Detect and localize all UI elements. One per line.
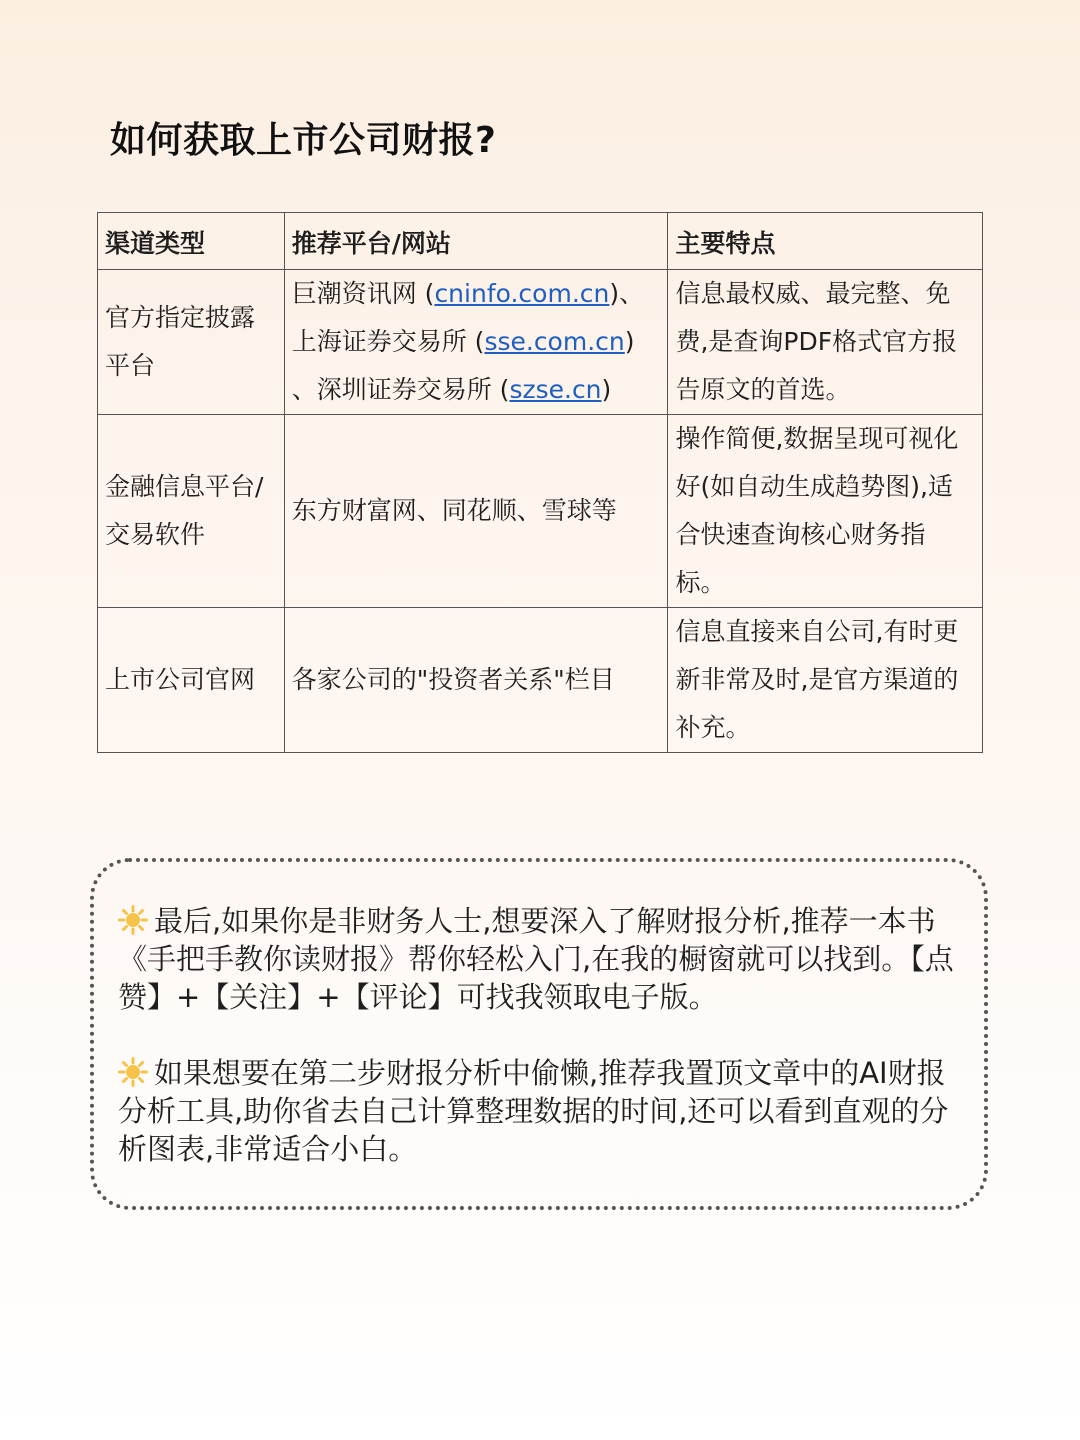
szse-link[interactable]: szse.cn — [509, 375, 602, 404]
tips-box — [90, 858, 988, 1210]
table-row — [98, 270, 983, 415]
table-row — [98, 415, 983, 608]
platform-text: ) — [601, 375, 612, 404]
channel-type-cell: 官方指定披露平台 — [98, 270, 285, 415]
platform-text: 巨潮资讯网 ( — [291, 279, 435, 308]
platform-cell: 各家公司的"投资者关系"栏目 — [284, 608, 668, 753]
cninfo-link[interactable]: cninfo.com.cn — [434, 279, 610, 308]
table-header-row — [98, 213, 983, 270]
feature-cell: 信息直接来自公司,有时更新非常及时,是官方渠道的补充。 — [668, 608, 983, 753]
tip-text: 最后,如果你是非财务人士,想要深入了解财报分析,推荐一本书《手把手教你读财报》帮你轻松入门,在我的橱窗就可以找到。【点赞】+【关注】+【评论】可找我领取电子版。 — [118, 904, 954, 1014]
header-features: 主要特点 — [668, 213, 983, 270]
platform-cell — [284, 270, 668, 415]
platform-text: )、 — [609, 279, 645, 308]
feature-cell: 信息最权威、最完整、免费,是查询PDF格式官方报告原文的首选。 — [668, 270, 983, 415]
platform-text: 上海证券交易所 ( — [291, 327, 485, 356]
platform-text: 、深圳证券交易所 ( — [291, 375, 510, 404]
channels-table — [97, 212, 983, 753]
sse-link[interactable]: sse.com.cn — [484, 327, 625, 356]
page-title: 如何获取上市公司财报? — [110, 120, 497, 161]
tip-paragraph — [118, 902, 962, 1016]
platform-text: ) — [624, 327, 635, 356]
sun-icon — [118, 1057, 148, 1087]
tip-text: 如果想要在第二步财报分析中偷懒,推荐我置顶文章中的AI财报分析工具,助你省去自己计算整理数据的时间,还可以看到直观的分析图表,非常适合小白。 — [118, 1056, 949, 1166]
tip-paragraph — [118, 1054, 962, 1168]
header-channel-type: 渠道类型 — [98, 213, 285, 270]
channel-type-cell: 金融信息平台/交易软件 — [98, 415, 285, 608]
channel-type-cell: 上市公司官网 — [98, 608, 285, 753]
header-platform: 推荐平台/网站 — [284, 213, 668, 270]
feature-cell: 操作简便,数据呈现可视化好(如自动生成趋势图),适合快速查询核心财务指标。 — [668, 415, 983, 608]
platform-cell: 东方财富网、同花顺、雪球等 — [284, 415, 668, 608]
table-row — [98, 608, 983, 753]
sun-icon — [118, 905, 148, 935]
